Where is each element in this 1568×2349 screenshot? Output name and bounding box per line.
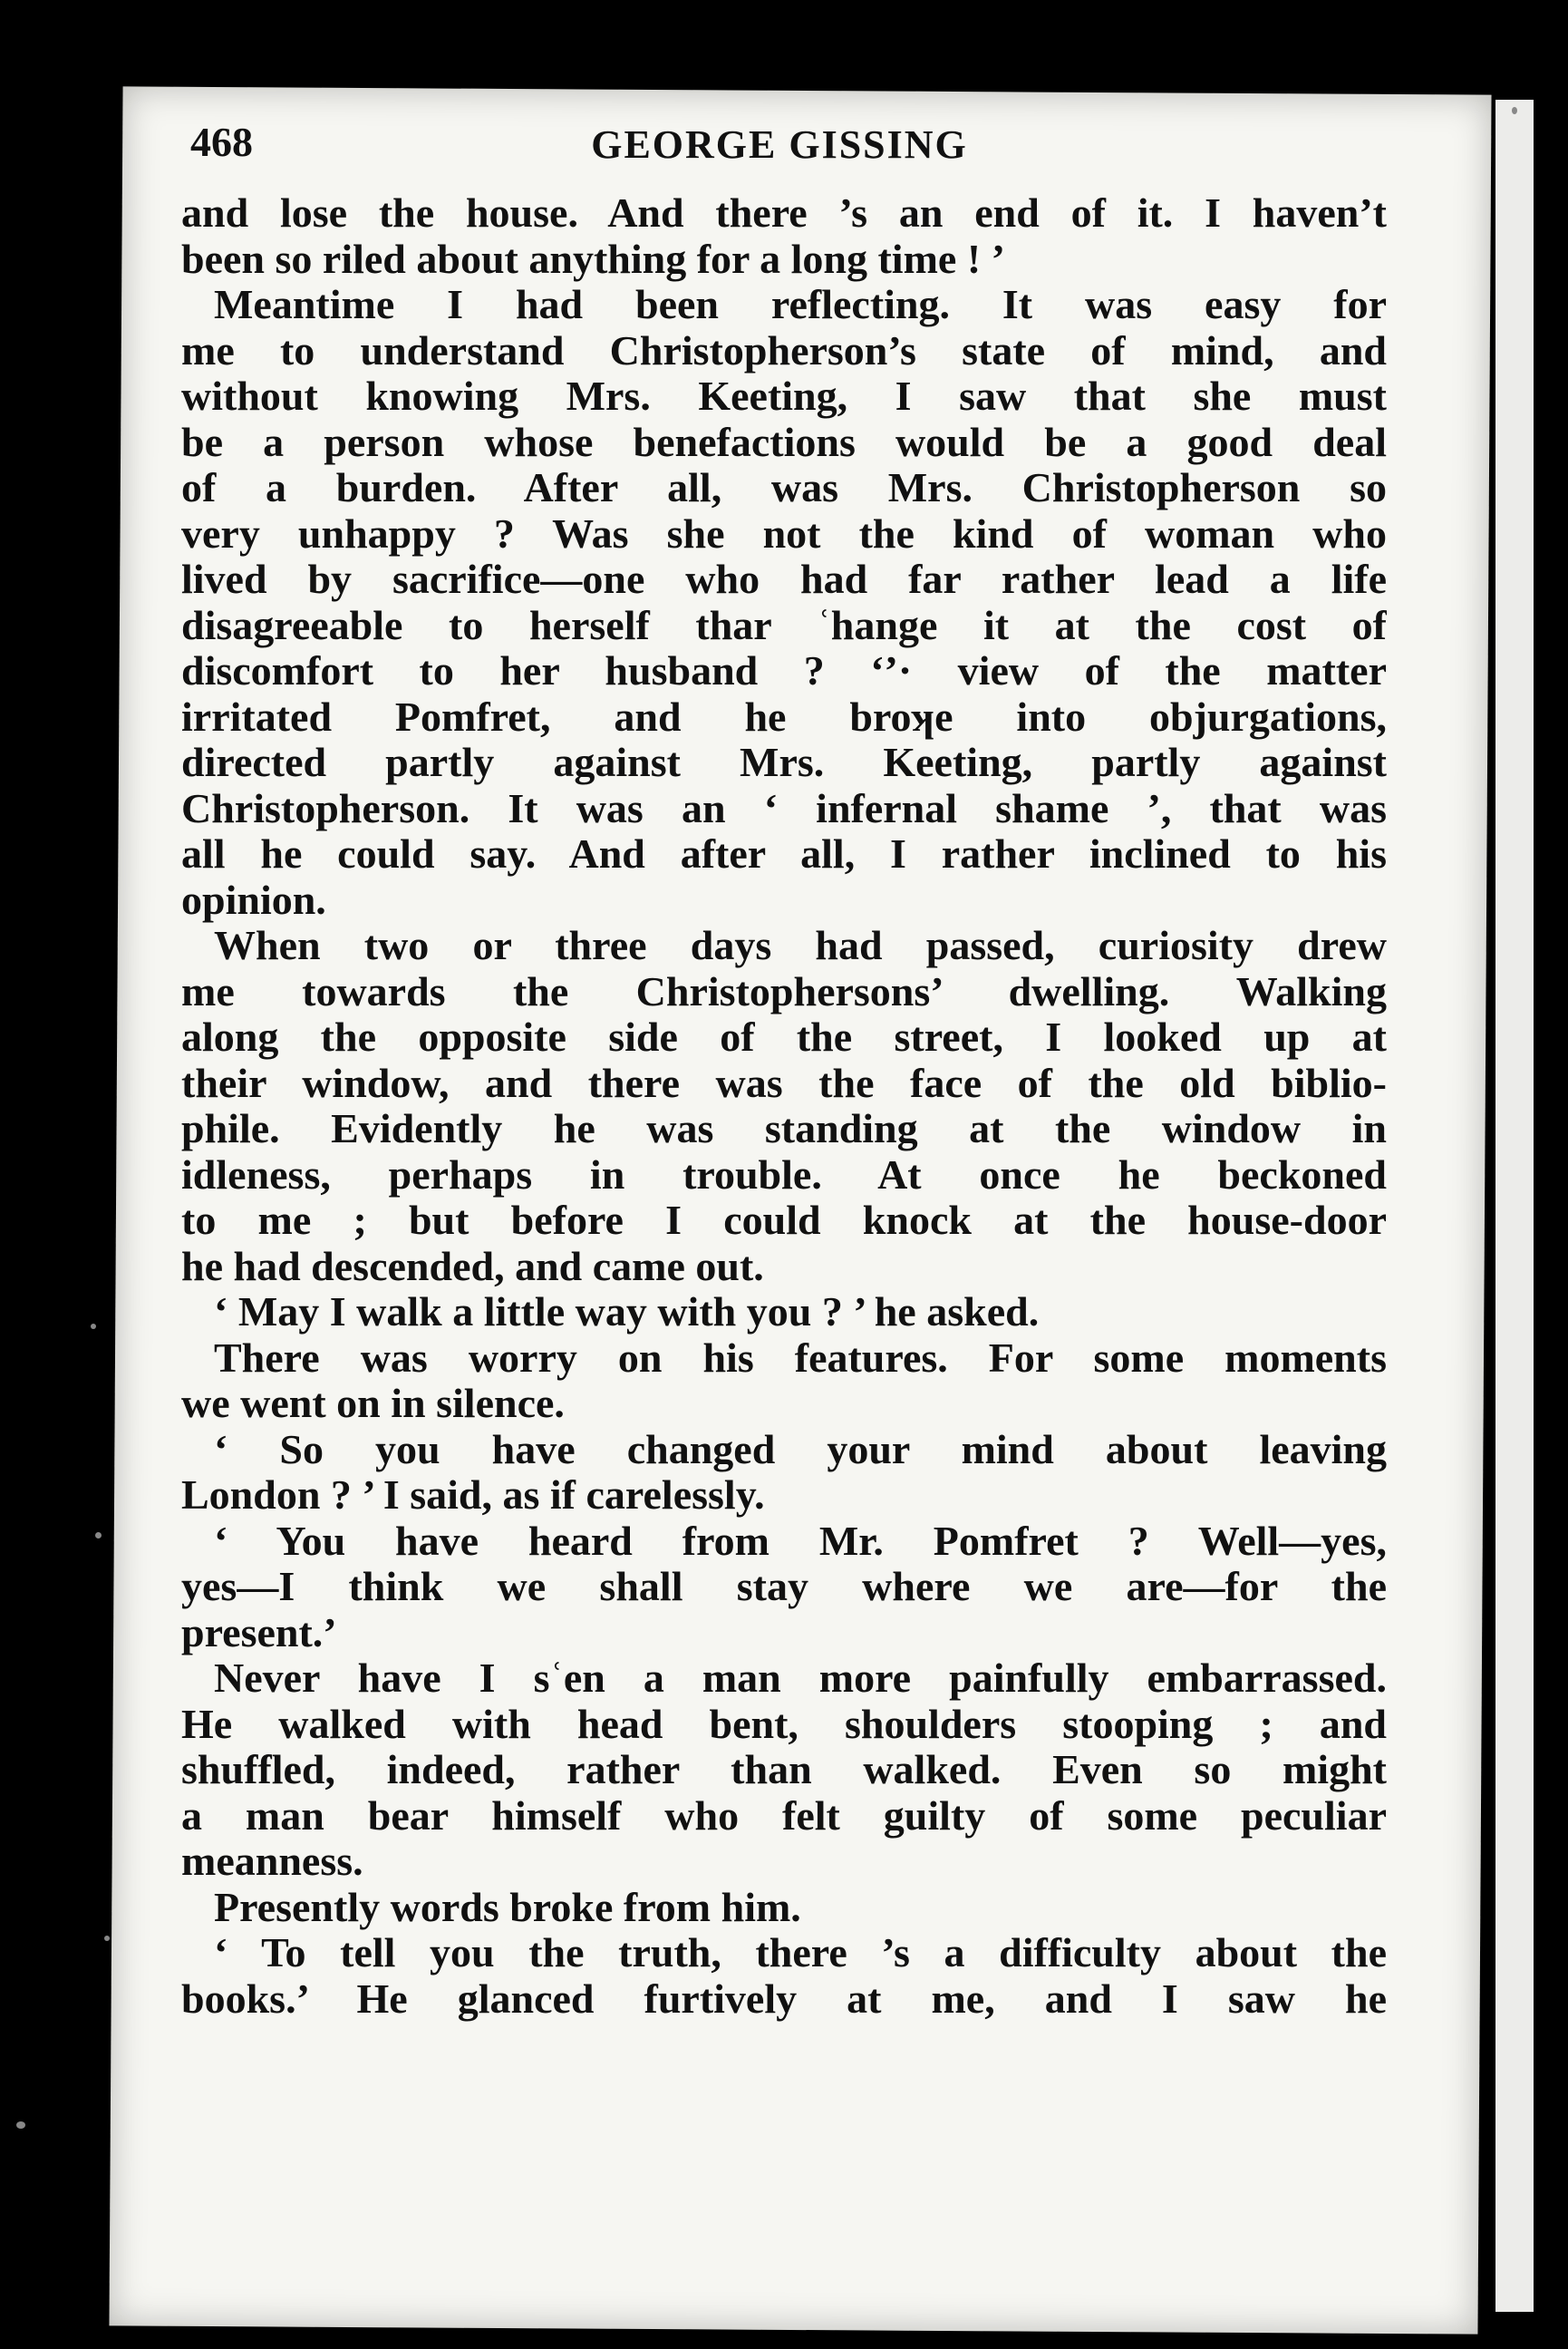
scan-speck — [104, 1936, 110, 1941]
text-line: When two or three days had passed, curiosity drew — [214, 923, 1387, 968]
text-line: be a person whose benefactions would be a good deal — [181, 419, 1387, 465]
text-line: ‘ You have heard from Mr. Pomfret ? Well—yes, — [214, 1518, 1387, 1564]
text-line: to me ; but before I could knock at the house-door — [181, 1198, 1387, 1243]
text-line: without knowing Mrs. Keeting, I saw that she must — [181, 374, 1387, 419]
scan-speck — [16, 2121, 25, 2129]
scan-speck — [95, 1532, 102, 1538]
text-line: There was worry on his features. For some moments — [214, 1335, 1387, 1381]
text-line: present.’ — [181, 1609, 337, 1655]
text-line: Never have I sʿen a man more painfully embarrassed. — [214, 1655, 1387, 1701]
text-line: directed partly against Mrs. Keeting, partly against — [181, 740, 1387, 785]
text-line: irritated Pomfret, and he broʞe into objurgations, — [181, 694, 1387, 740]
text-line: me towards the Christophersons’ dwelling. Walking — [181, 968, 1387, 1014]
text-line: we went on in silence. — [181, 1381, 565, 1426]
text-line: Meantime I had been reflecting. It was easy for — [214, 282, 1387, 327]
text-line: Christopherson. It was an ‘ infernal shame ’, that was — [181, 785, 1387, 831]
text-line: London ? ’ I said, as if carelessly. — [181, 1472, 765, 1518]
text-line: books.’ He glanced furtively at me, and I saw he — [181, 1975, 1387, 2022]
text-line: He walked with head bent, shoulders stooping ; and — [181, 1701, 1387, 1747]
text-line: and lose the house. And there ’s an end of it. I haven’t — [181, 190, 1387, 236]
text-line: been so riled about anything for a long time ! ’ — [181, 236, 1005, 282]
facing-page-edge — [1495, 100, 1534, 2312]
text-line: me to understand Christopherson’s state of mind, and — [181, 327, 1387, 374]
scan-speck — [1512, 107, 1517, 114]
page-number: 468 — [190, 119, 253, 165]
text-line: ‘ To tell you the truth, there ’s a difficulty about the — [214, 1930, 1387, 1975]
text-line: shuffled, indeed, rather than walked. Even so might — [181, 1747, 1387, 1792]
text-line: Presently words broke from him. — [214, 1884, 801, 1930]
text-line: discomfort to her husband ? ‘’· view of the matter — [181, 648, 1387, 694]
body-text — [181, 190, 1387, 2022]
text-line: idleness, perhaps in trouble. At once he beckoned — [181, 1151, 1387, 1198]
text-line: phile. Evidently he was standing at the window in — [181, 1106, 1387, 1151]
text-line: disagreeable to herself thar ʿhange it at the cost of — [181, 602, 1387, 648]
text-line: all he could say. And after all, I rather inclined to his — [181, 831, 1387, 877]
running-title: GEORGE GISSING — [591, 122, 968, 167]
text-line: opinion. — [181, 877, 326, 923]
text-line: yes—I think we shall stay where we are—for the — [181, 1564, 1387, 1609]
text-line: meanness. — [181, 1839, 363, 1884]
scan-speck — [91, 1324, 96, 1329]
text-line: ‘ May I walk a little way with you ? ’ he asked. — [214, 1289, 1040, 1335]
text-line: a man bear himself who felt guilty of some peculiar — [181, 1792, 1387, 1839]
text-line: along the opposite side of the street, I looked up at — [181, 1014, 1387, 1060]
text-line: very unhappy ? Was she not the kind of woman who — [181, 510, 1387, 557]
running-head — [190, 109, 1369, 190]
text-line: lived by sacrifice—one who had far rather lead a life — [181, 557, 1387, 602]
text-line: their window, and there was the face of the old biblio- — [181, 1060, 1387, 1106]
text-line: he had descended, and came out. — [181, 1243, 764, 1289]
text-line: ‘ So you have changed your mind about leaving — [214, 1426, 1387, 1472]
text-line: of a burden. After all, was Mrs. Christopherson so — [181, 465, 1387, 510]
